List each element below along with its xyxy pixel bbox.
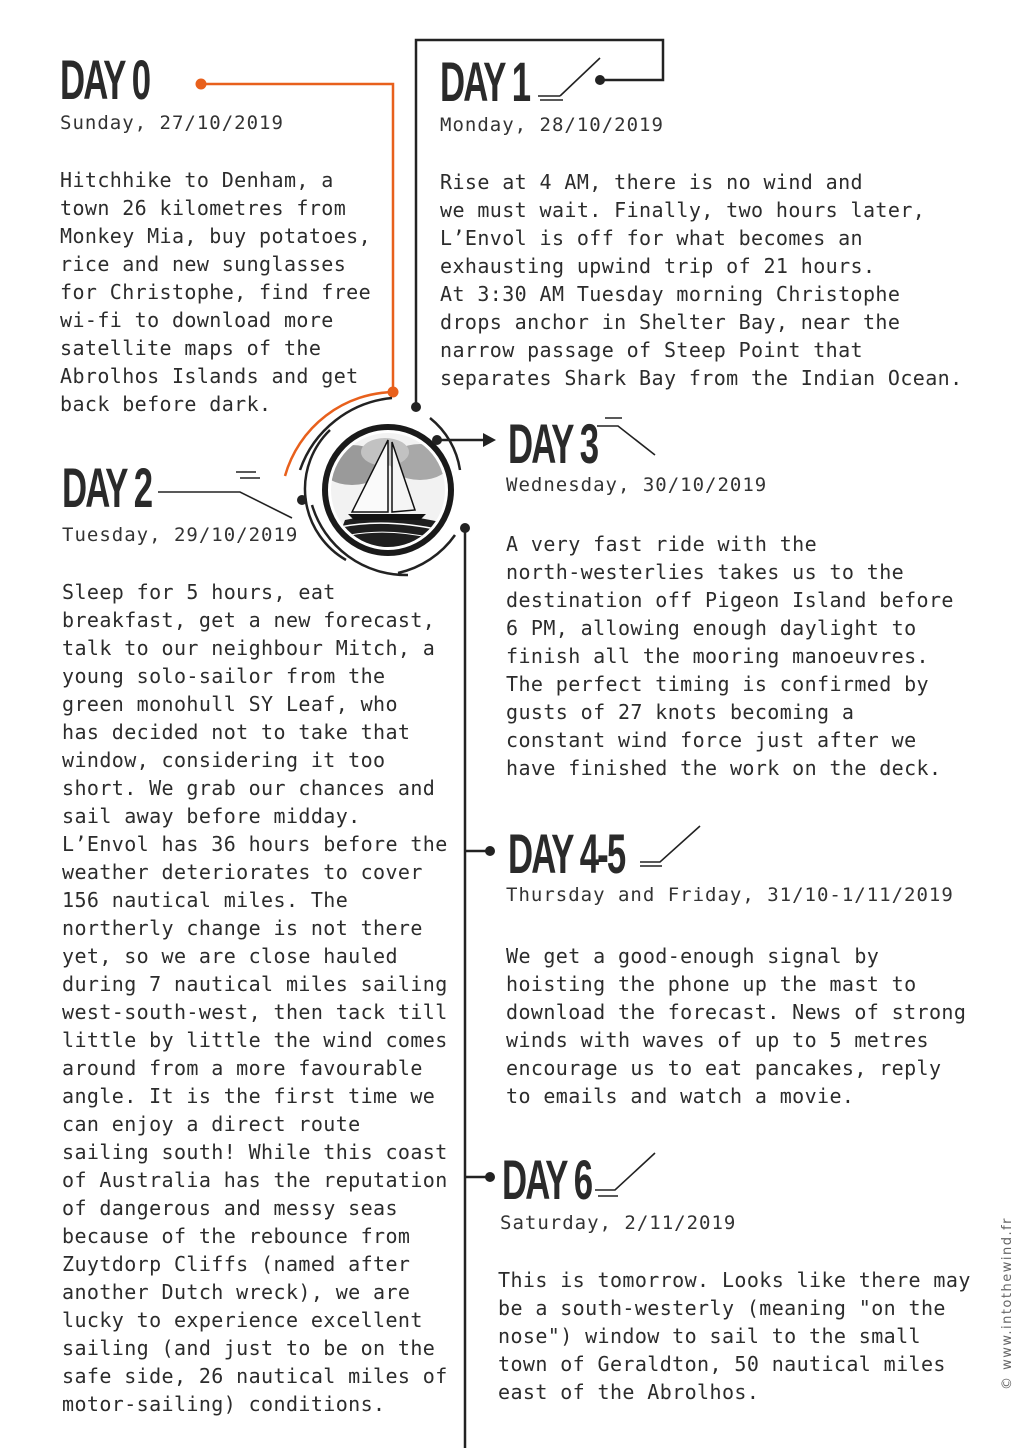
day6-date: Saturday, 2/11/2019 [500,1212,737,1234]
day4-5-text: We get a good-enough signal by hoisting the phone up the mast to download the forecast. News of strong winds with waves of up to 5 metres encourage us to eat pancakes, reply to emails and watch a movie. [506,944,967,1108]
day4-5-title: DAY 4-5 [508,822,625,885]
day3-title: DAY 3 [508,412,598,475]
day0-date: Sunday, 27/10/2019 [60,112,284,134]
wind-barb-icon [640,826,700,866]
arrow-right-icon [483,433,496,447]
day3-text: A very fast ride with the north-westerlies takes us to the destination off Pigeon Island before 6 PM, allowing enough daylight to finish all the mooring manoeuvres. The perfect timing is confirmed by gusts of 27 knots becoming a constant wind force just after we have finished the work on the deck. [506,532,954,780]
day3-date: Wednesday, 30/10/2019 [506,474,768,496]
copyright-credit: © www.intothewind.fr [1000,1217,1015,1390]
day1-dot [595,75,605,85]
day6-text: This is tomorrow. Looks like there may be a south-westerly (meaning "on the nose") window to sail to the small town of Geraldton, 50 nautical miles east of the Abrolhos. [498,1268,971,1404]
day2-date: Tuesday, 29/10/2019 [62,524,299,546]
sailboat-emblem-icon [320,427,455,560]
day4-5-date: Thursday and Friday, 31/10-1/11/2019 [506,884,954,906]
day0-dot [196,79,207,90]
wind-barb-icon [158,472,292,518]
wind-barb-icon [538,58,600,100]
day2-text: Sleep for 5 hours, eat breakfast, get a new forecast, talk to our neighbour Mitch, a young solo-sailor from the green monohull SY Leaf, who has decided not to take that window, considering it too short. We grab our chances and sail away before midday. L’Envol has 36 hours before the weather deteriorates to cover 156 nautical miles. The northerly change is not there yet, so we are close hauled during 7 nautical miles sailing west-south-west, then tack till little by little the wind comes around from a more favourable angle. It is the first time we can enjoy a direct route sailing south! While this coast of Australia has the reputation of dangerous and messy seas because of the rebounce from Zuytdorp Cliffs (named after another Dutch wreck), we are lucky to experience excellent sailing (and just to be on the safe side, 26 nautical miles of motor-sailing) conditions. [62,580,448,1416]
day2-title: DAY 2 [62,456,152,519]
day6-title: DAY 6 [502,1148,592,1211]
day1-date: Monday, 28/10/2019 [440,114,664,136]
day1-text: Rise at 4 AM, there is no wind and we must wait. Finally, two hours later, L’Envol is off for what becomes an exhausting upwind trip of 21 hours. At 3:30 AM Tuesday morning Christophe drops anchor in Shelter Bay, near the narrow passage of Steep Point that separates Shark Bay from the Indian Ocean. [440,170,963,390]
day0-text: Hitchhike to Denham, a town 26 kilometres from Monkey Mia, buy potatoes, rice and new sunglasses for Christophe, find free wi-fi to download more satellite maps of the Abrolhos Islands and get back before dark. [60,168,372,416]
day1-title: DAY 1 [440,50,530,113]
wind-barb-icon [597,418,655,455]
wind-barb-icon [595,1153,655,1196]
day1-end-dot [411,402,421,412]
day0-title: DAY 0 [60,48,150,111]
day2-dot [297,495,307,505]
